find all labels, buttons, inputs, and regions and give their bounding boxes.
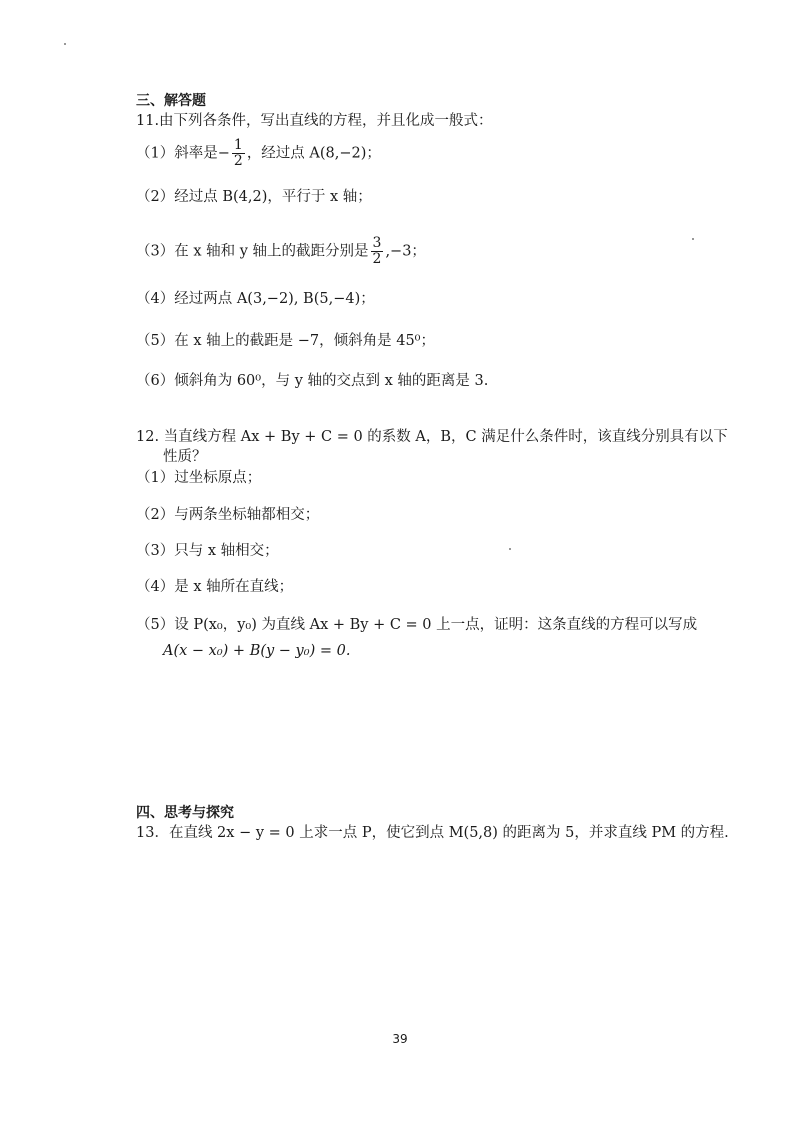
- q12-stem-line-1: 12. 当直线方程 Ax + By + C = 0 的系数 A，B，C 满足什么条件时，该直线分别具有以下: [136, 429, 728, 445]
- speck-top-left: [64, 43, 66, 45]
- fraction-numerator: 3: [372, 235, 382, 251]
- q11-item-1-sign: −: [217, 145, 230, 162]
- speck-right: [692, 238, 694, 240]
- q11-item-1: [136, 138, 381, 169]
- q12-item-3: （3）只与 x 轴相交；: [136, 543, 279, 559]
- q13-stem: 13．在直线 2x − y = 0 上求一点 P，使它到点 M(5,8) 的距离为 5，并求直线 PM 的方程.: [136, 825, 729, 841]
- q11-item-3-post: ,−3；: [385, 243, 426, 260]
- q12-item-4: （4）是 x 轴所在直线；: [136, 579, 294, 595]
- q11-item-1-post: ，经过点 A(8,−2)；: [246, 145, 381, 162]
- q12-item-5-line-2: A(x − x₀) + B(y − y₀) = 0.: [163, 643, 351, 659]
- q12-item-1: （1）过坐标原点；: [136, 470, 262, 486]
- fraction-denominator: 2: [233, 153, 243, 169]
- fraction-numerator: 1: [233, 137, 243, 153]
- q12-item-5-line-1: （5）设 P(x₀，y₀) 为直线 Ax + By + C = 0 上一点，证明：这条直线的方程可以写成: [136, 617, 698, 633]
- speck-mid: [509, 548, 511, 550]
- section-heading-4: 四、思考与探究: [136, 805, 234, 821]
- q12-item-2: （2）与两条坐标轴都相交；: [136, 507, 320, 523]
- fraction-denominator: 2: [372, 251, 382, 267]
- q11-item-3: [136, 236, 426, 267]
- q11-item-6: （6）倾斜角为 60⁰，与 y 轴的交点到 x 轴的距离是 3.: [136, 373, 489, 389]
- fraction-one-half: [232, 138, 245, 169]
- section-heading-3: 三、解答题: [136, 93, 206, 109]
- q11-item-4: （4）经过两点 A(3,−2), B(5,−4)；: [136, 291, 375, 307]
- q11-item-3-pre: （3）在 x 轴和 y 轴上的截距分别是: [136, 243, 369, 260]
- fraction-three-halves: [371, 236, 384, 267]
- q11-item-1-pre: （1）斜率是: [136, 145, 218, 162]
- q11-item-2: （2）经过点 B(4,2)，平行于 x 轴；: [136, 189, 372, 205]
- q11-stem: 11.由下列各条件，写出直线的方程，并且化成一般式：: [136, 113, 493, 129]
- q11-item-5: （5）在 x 轴上的截距是 −7，倾斜角是 45⁰；: [136, 333, 435, 349]
- page-number: 39: [392, 1032, 408, 1046]
- q12-stem-line-2: 性质？: [163, 449, 207, 465]
